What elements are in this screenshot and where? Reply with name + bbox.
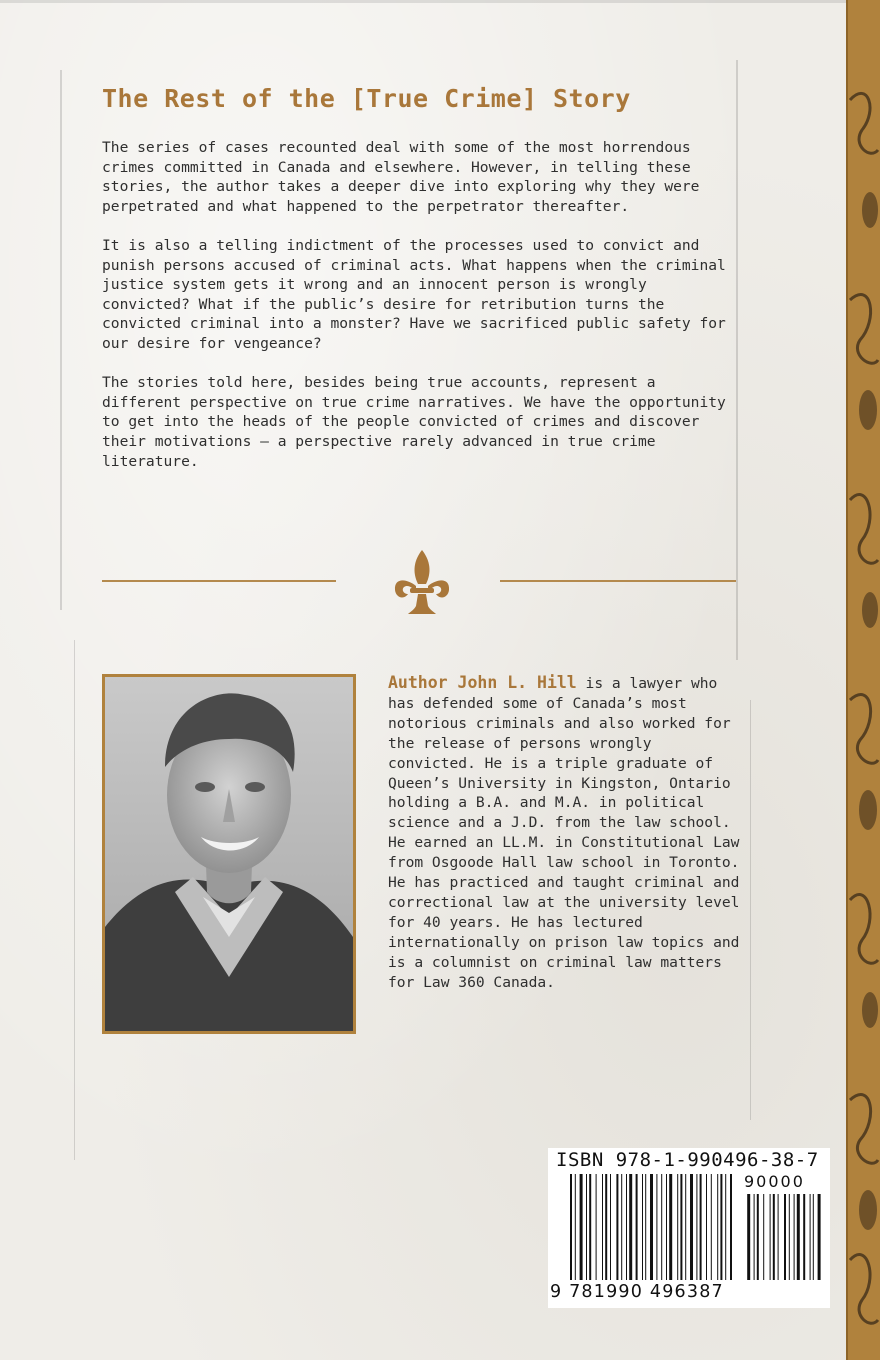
- divider-right: [500, 580, 736, 582]
- author-name: Author John L. Hill: [388, 673, 577, 692]
- price-code: 90000: [744, 1172, 805, 1191]
- paper-texture-streak: [74, 640, 75, 1160]
- ean-digits: 9 781990 496387: [550, 1282, 724, 1302]
- spine-edge: [846, 0, 880, 1360]
- blurb-paragraph: The stories told here, besides being true accounts, represent a different perspective on true crime narratives. We have the opportunity to get into the heads of the people convicted of crimes and discover their motivations – a perspective rarely advanced in true crime literature.: [102, 374, 726, 470]
- author-portrait-image: [105, 677, 353, 1031]
- ornament-pattern-icon: [848, 0, 880, 1360]
- blurb: [102, 138, 742, 491]
- isbn-barcode: [548, 1148, 830, 1308]
- author-photo: [102, 674, 356, 1034]
- paper-texture-streak: [60, 70, 62, 610]
- blurb-paragraph: It is also a telling indictment of the processes used to convict and punish persons accused of criminal acts. What happens when the criminal justice system gets it wrong and an innocent person is wrongly convicted? What if the public’s desire for retribution turns the convicted criminal into a monster? Have we sacrificed public safety for our desire for vengeance?: [102, 236, 726, 352]
- isbn-label: ISBN 978-1-990496-38-7: [556, 1149, 819, 1171]
- paper-texture-streak: [0, 0, 848, 3]
- author-bio: [388, 673, 748, 993]
- book-title: The Rest of the [True Crime] Story: [102, 84, 631, 113]
- fleur-de-lis-icon: [392, 548, 452, 616]
- paper-texture-streak: [750, 700, 751, 1120]
- blurb-paragraph: The series of cases recounted deal with some of the most horrendous crimes committed in Canada and elsewhere. However, in telling these stories, the author takes a deeper dive into exploring why they were perpetrated and what happened to the perpetrator thereafter.: [102, 139, 700, 215]
- author-bio-text: is a lawyer who has defended some of Canada’s most notorious criminals and also worked for the release of persons wrongly convicted. He is a triple graduate of Queen’s University in Kingston, Ontario holding a B.A. and M.A. in political science and a J.D. from the law school. He earned an LL.M. in Constitutional Law from Osgoode Hall law school in Toronto. He has practiced and taught criminal and correctional law at the university level for 40 years. He has lectured internationally on prison law topics and is a columnist on criminal law matters for Law 360 Canada.: [388, 675, 740, 991]
- divider-left: [102, 580, 336, 582]
